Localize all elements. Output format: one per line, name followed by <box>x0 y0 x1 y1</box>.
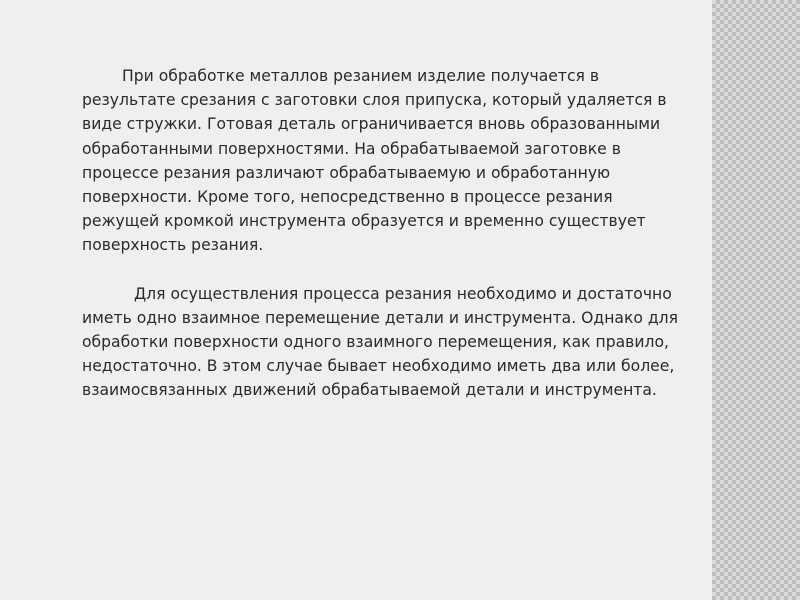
paragraph-relative-motion: Для осуществления процесса резания необходимо и достаточно иметь одно взаимное перемещение детали и инструмента. Однако для обработки поверхности одного взаимного перемещения, как правило, недостаточно. В этом случае бывает необходимо иметь два или более, взаимосвязанных движений обрабатываемой детали и инструмента. <box>82 284 678 400</box>
decorative-side-stripe <box>712 0 800 600</box>
paragraph-cutting-process: При обработке металлов резанием изделие получается в результате срезания с заготовки слоя припуска, который удаляется в виде стружки. Готовая деталь ограничивается вновь образованными обработанными поверхностями. На обрабатываемой заготовке в процессе резания различают обрабатываемую и обработанную поверхности. Кроме того, непосредственно в процессе резания режущей кромкой инструмента образуется и временно существует поверхность резания. <box>82 67 667 255</box>
slide-text-block <box>82 64 682 403</box>
